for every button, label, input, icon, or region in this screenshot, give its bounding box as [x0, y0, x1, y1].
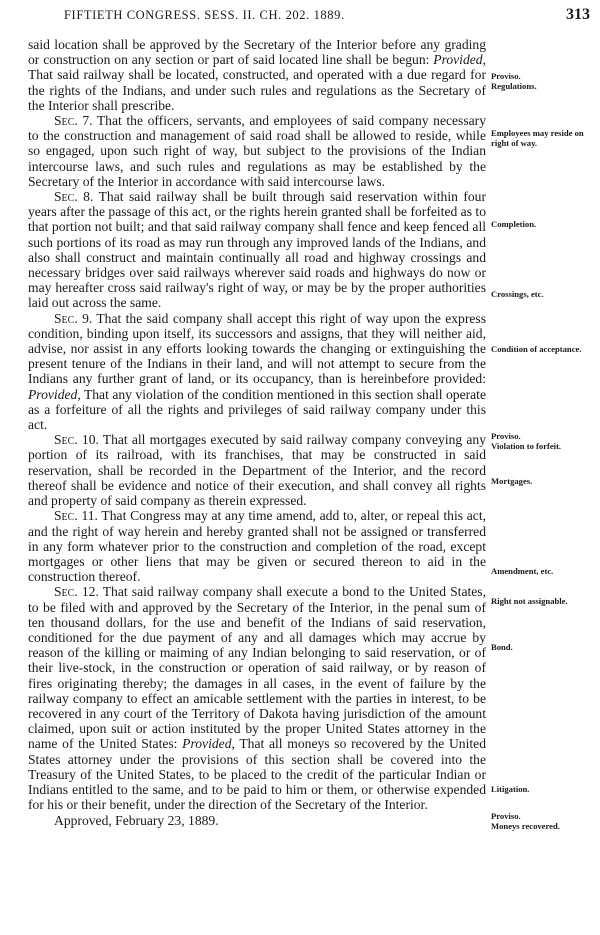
section-number: Sec. 10. [54, 432, 99, 448]
margin-note-proviso-moneys: Proviso. Moneys recovered. [491, 811, 560, 831]
section-12: Sec. 12. That said railway company shall execute a bond to the United States, to be filed with and approved by the Secretary of the Interior, in the penal sum of ten thousand dollars, for the use and benefit of the Indians of said reservation, conditioned for the due payment of any and all damages which may accrue by reason of the killing or maiming of any Indian belonging to said reservation, or of their live-stock, in the construction or operation of said railway, or by reason of fires originating thereby; the damages in all cases, in the event of failure by the railway company to effect an amicable settlement with the parties in interest, to be recovered in any court of the Territory of Dakota having jurisdiction of the amount claimed, upon suit or action instituted by the proper United States attorney in the name of the United States: Provided, That all moneys so recovered by the United States attorney under the provisions of this section shall be covered into the Treasury of the United States, to be placed to the credit of the particular Indian or Indians entitled to the same, and to be paid to him or them, or otherwise expended for his or their benefit, under the direction of the Secretary of the Interior. [28, 584, 486, 813]
margin-note-proviso-regulations: Proviso. Regulations. [491, 71, 537, 91]
proviso-word: Provided [182, 736, 232, 752]
section-number: Sec. 9. [54, 310, 93, 326]
paragraph-continuation: said location shall be approved by the Secretary of the Interior before any grading or construction on any section or part of said located line shall be begun: Provided, That said railway shall be located, constructed, and operated with a due regard for the rights of the Indians, and under such rules and regulations as the Secretary of the Interior shall prescribe. [28, 37, 486, 113]
section-10: Sec. 10. That all mortgages executed by said railway company conveying any portion of its railroad, with its franchises, that may be constructed in said reservation, shall be recorded in the Department of the Interior, and the record thereof shall be evidence and notice of their execution, and shall convey all rights and property of said company as therein expressed. [28, 432, 486, 509]
margin-note-litigation: Litigation. [491, 784, 530, 794]
page-number: 313 [566, 6, 590, 23]
margin-note-proviso-violation: Proviso. Violation to forfeit. [491, 431, 562, 451]
main-text-column [28, 37, 486, 829]
margin-note-right-not-assignable: Right not assignable. [491, 596, 568, 606]
margin-note-bond: Bond. [491, 642, 513, 652]
running-head: FIFTIETH CONGRESS. SESS. II. CH. 202. 1889. [64, 8, 345, 22]
section-9: Sec. 9. That the said company shall accept this right of way upon the express condition, binding upon itself, its successors and assigns, that they will neither aid, advise, nor assist in any efforts looking towards the changing or extinguishing the present tenure of the Indians in their land, and will not attempt to secure from the Indians any further grant of land, or its occupancy, than is hereinbefore provided: Provided, That any violation of the condition mentioned in this section shall operate as a forfeiture of all the rights and privileges of said railway company under this act. [28, 310, 486, 433]
running-header [64, 8, 590, 26]
proviso-word: Provided [28, 386, 78, 402]
section-number: Sec. 7. [54, 113, 93, 129]
section-number: Sec. 12. [54, 584, 99, 600]
margin-note-employees: Employees may reside on right of way. [491, 128, 584, 148]
margin-note-completion: Completion. [491, 219, 537, 229]
margin-note-crossings: Crossings, etc. [491, 289, 544, 299]
margin-note-mortgages: Mortgages. [491, 476, 533, 486]
section-8: Sec. 8. That said railway shall be built through said reservation within four years after the passage of this act, or the rights herein granted shall be forfeited as to that portion not built; and that said railway company shall fence and keep fenced all such portions of its road as may run through any improved lands of the Indians, and also shall construct and maintain continually all road and highway crossings and necessary bridges over said railways wherever said roads and highways do now or may hereafter cross said railway's right of way, or may be by the proper authorities laid out across the same. [28, 189, 486, 311]
proviso-word: Provided [433, 52, 483, 68]
section-11: Sec. 11. That Congress may at any time amend, add to, alter, or repeal this act, and the right of way herein and hereby granted shall not be assigned or transferred in any form whatever prior to the construction and completion of the road, except mortgages or other liens that may be given or secured thereon to aid in the construction thereof. [28, 508, 486, 585]
section-number: Sec. 8. [54, 189, 94, 205]
approved-line: Approved, February 23, 1889. [54, 813, 219, 829]
margin-note-amendment: Amendment, etc. [491, 566, 554, 576]
section-number: Sec. 11. [54, 508, 98, 524]
margin-note-condition-of-acceptance: Condition of acceptance. [491, 344, 582, 354]
section-7: Sec. 7. That the officers, servants, and employees of said company necessary to the construction and management of said road shall be allowed to reside, while so engaged, upon such right of way, but subject to the provisions of the Indian intercourse laws, and such rules and regulations as may be established by the Secretary of the Interior in accordance with said intercourse laws. [28, 113, 486, 189]
